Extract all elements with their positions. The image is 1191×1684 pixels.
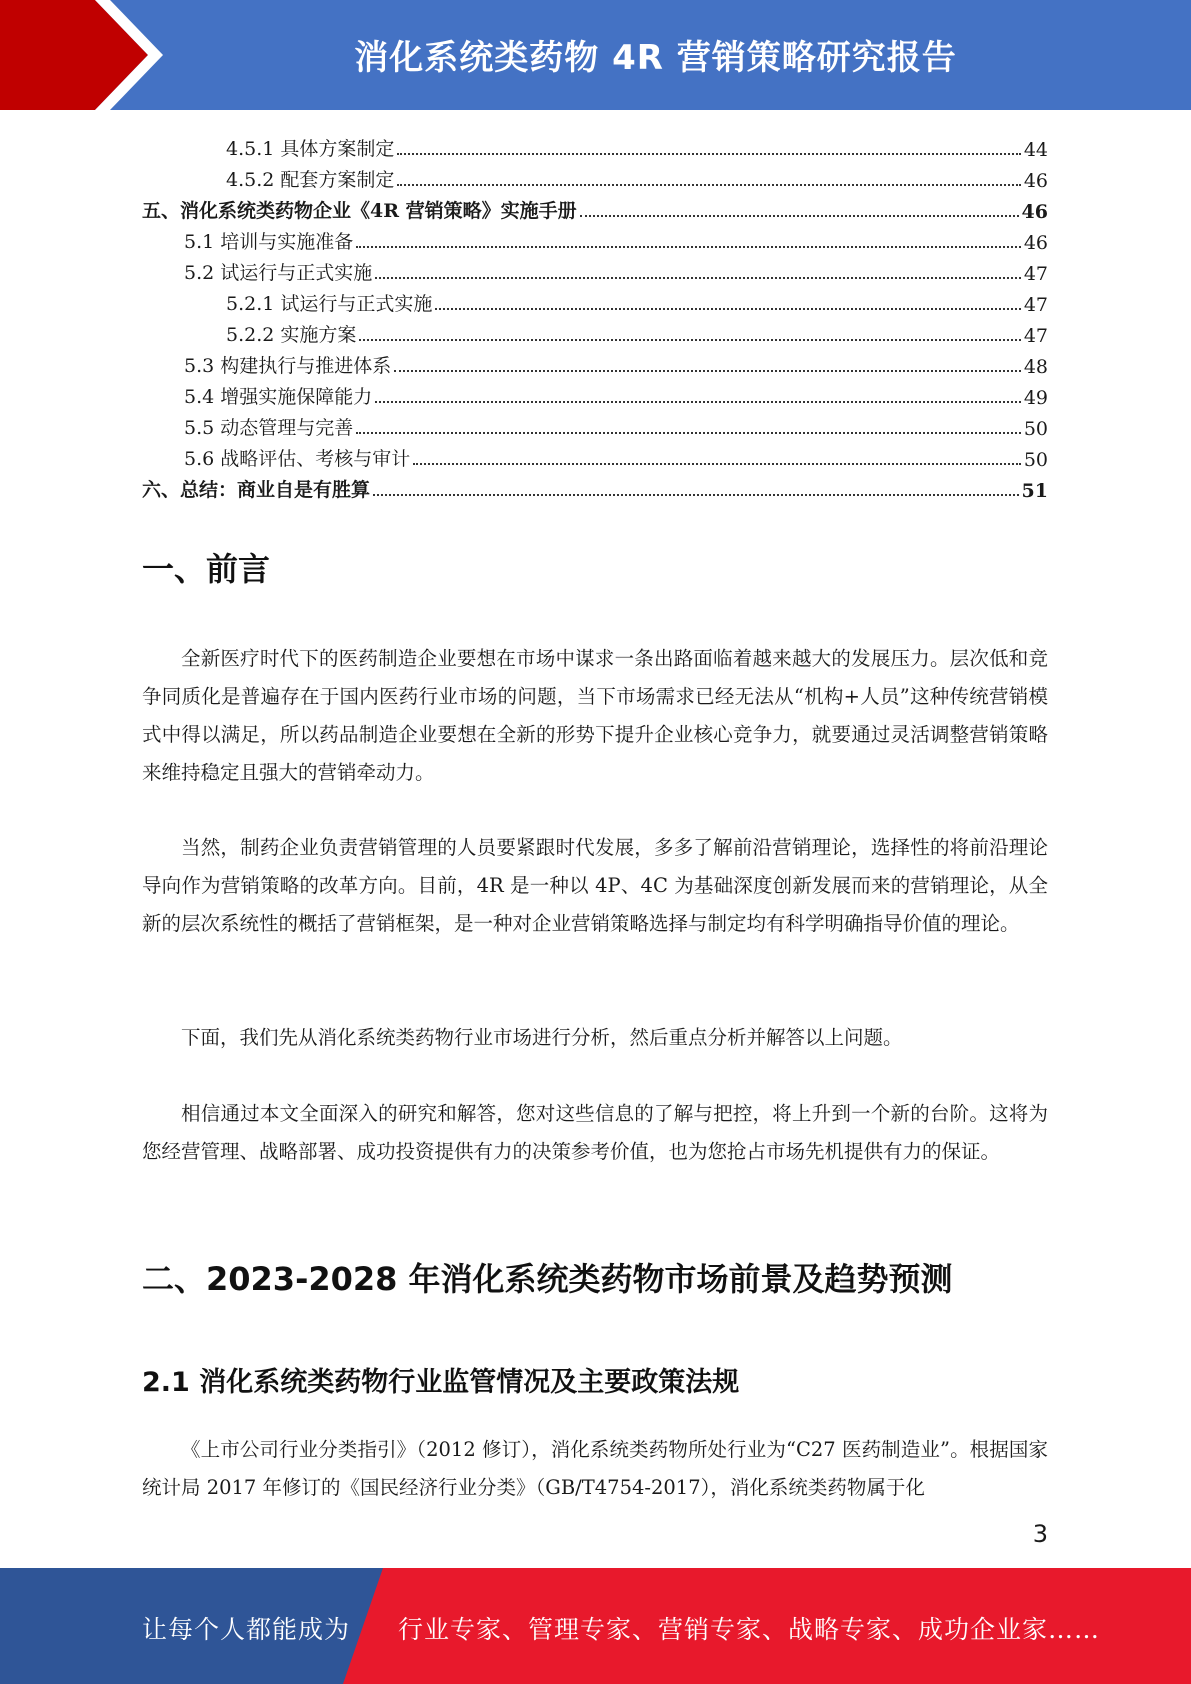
toc-entry-page: 46 — [1023, 170, 1048, 192]
toc-entry-page: 46 — [1021, 201, 1048, 223]
paragraph: 下面，我们先从消化系统类药物行业市场进行分析，然后重点分析并解答以上问题。 — [181, 1026, 903, 1049]
toc-entry-label: 六、总结：商业自是有胜算 — [142, 479, 371, 501]
toc-entry-label: 4.5.1 具体方案制定 — [226, 138, 395, 160]
section-heading-market-outlook: 二、2023-2028 年消化系统类药物市场前景及趋势预测 — [142, 1260, 953, 1298]
paragraph: 《上市公司行业分类指引》（2012 修订），消化系统类药物所处行业为“C27 医药制造业”。根据国家统计局 2017 年修订的《国民经济行业分类》（GB/T4754-2017），消化系统类药物属于化 — [142, 1438, 1048, 1499]
toc-leader-dots — [375, 401, 1021, 403]
toc-entry-label: 5.4 增强实施保障能力 — [184, 386, 373, 408]
toc-entry-page: 47 — [1023, 294, 1048, 316]
paragraph: 当然，制药企业负责营销管理的人员要紧跟时代发展，多多了解前沿营销理论，选择性的将前沿理论导向作为营销策略的改革方向。目前，4R 是一种以 4P、4C 为基础深度创新发展而来的营销理论，从全新的层次系统性的概括了营销框架，是一种对企业营销策略选择与制定均有科学明确指导价值的理论。 — [142, 836, 1048, 935]
toc-entry[interactable] — [142, 378, 1048, 409]
toc-entry[interactable] — [142, 254, 1048, 285]
toc-entry[interactable] — [142, 409, 1048, 440]
toc-entry-label: 4.5.2 配套方案制定 — [226, 169, 395, 191]
toc-leader-dots — [413, 463, 1021, 465]
toc-leader-dots — [359, 339, 1020, 341]
toc-leader-dots — [375, 277, 1021, 279]
toc-entry-page: 44 — [1023, 139, 1048, 161]
toc-entry[interactable] — [142, 161, 1048, 192]
page-number: 3 — [1032, 1520, 1048, 1548]
toc-entry-label: 5.6 战略评估、考核与审计 — [184, 448, 411, 470]
toc-entry-page: 47 — [1023, 263, 1048, 285]
toc-leader-dots — [397, 153, 1020, 155]
toc-entry[interactable] — [142, 223, 1048, 254]
footer-slogan-right: 行业专家、管理专家、营销专家、战略专家、成功企业家…… — [398, 1615, 1101, 1644]
toc-entry-label: 5.3 构建执行与推进体系 — [184, 355, 392, 377]
toc-entry[interactable] — [142, 130, 1048, 161]
toc-entry-label: 5.1 培训与实施准备 — [184, 231, 354, 253]
toc-leader-dots — [373, 494, 1019, 496]
table-of-contents — [142, 130, 1048, 502]
toc-entry-page: 50 — [1023, 449, 1048, 471]
toc-entry[interactable] — [142, 192, 1048, 223]
toc-entry-label: 5.5 动态管理与完善 — [184, 417, 354, 439]
toc-entry[interactable] — [142, 316, 1048, 347]
report-title: 消化系统类药物 4R 营销策略研究报告 — [354, 38, 957, 78]
toc-entry-label: 5.2.1 试运行与正式实施 — [226, 293, 433, 315]
toc-entry-label: 5.2.2 实施方案 — [226, 324, 357, 346]
toc-leader-dots — [394, 370, 1021, 372]
paragraph: 相信通过本文全面深入的研究和解答，您对这些信息的了解与把控，将上升到一个新的台阶。这将为您经营管理、战略部署、成功投资提供有力的决策参考价值，也为您抢占市场先机提供有力的保证。 — [142, 1102, 1048, 1163]
toc-leader-dots — [356, 432, 1021, 434]
footer-slogan-left: 让每个人都能成为 — [142, 1615, 351, 1644]
toc-entry[interactable] — [142, 285, 1048, 316]
page-header — [0, 0, 1191, 110]
toc-leader-dots — [356, 246, 1021, 248]
toc-entry-page: 47 — [1023, 325, 1048, 347]
toc-leader-dots — [397, 184, 1020, 186]
toc-entry[interactable] — [142, 347, 1048, 378]
paragraph: 全新医疗时代下的医药制造企业要想在市场中谋求一条出路面临着越来越大的发展压力。层次低和竞争同质化是普遍存在于国内医药行业市场的问题，当下市场需求已经无法从“机构+人员”这种传统营销模式中得以满足，所以药品制造企业要想在全新的形势下提升企业核心竞争力，就要通过灵活调整营销策略来维持稳定且强大的营销牵动力。 — [142, 647, 1048, 784]
subsection-heading-regulation: 2.1 消化系统类药物行业监管情况及主要政策法规 — [142, 1367, 740, 1398]
toc-entry-page: 51 — [1021, 480, 1048, 502]
toc-leader-dots — [435, 308, 1020, 310]
toc-entry[interactable] — [142, 440, 1048, 471]
toc-entry-page: 46 — [1023, 232, 1048, 254]
toc-entry-page: 50 — [1023, 418, 1048, 440]
toc-entry-label: 五、消化系统类药物企业《4R 营销策略》实施手册 — [142, 200, 577, 222]
page-footer — [0, 1568, 1191, 1684]
toc-entry-page: 49 — [1023, 387, 1048, 409]
toc-entry-page: 48 — [1023, 356, 1048, 378]
toc-entry-label: 5.2 试运行与正式实施 — [184, 262, 373, 284]
toc-leader-dots — [580, 215, 1019, 217]
toc-entry[interactable] — [142, 471, 1048, 502]
section-heading-preface: 一、前言 — [142, 550, 271, 588]
